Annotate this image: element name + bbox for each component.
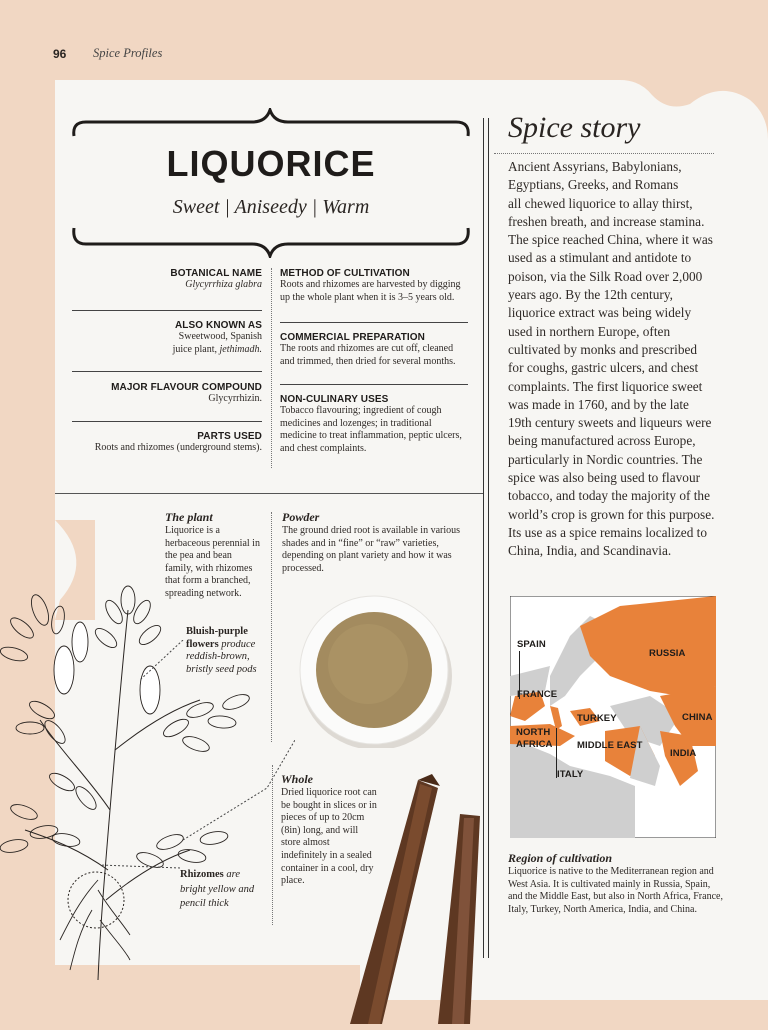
fact-value-parts: Roots and rhizomes (underground stems). — [94, 442, 262, 453]
fact-value-aka-2b: jethimadh. — [219, 343, 262, 355]
fact-label-nonculinary: NON-CULINARY USES — [280, 394, 389, 405]
fact-value-flavour: Glycyrrhizin. — [208, 393, 262, 404]
facts-left-4 — [72, 431, 262, 455]
region-description: Liquorice is native to the Mediterranean region and West Asia. It is cultivated mainly in Russia, Spain, and the Middle East, but also in North Africa, France, Italy, Turkey, North America, India, and China. — [508, 866, 723, 915]
spice-story-line: The spice reached China, where it was — [508, 232, 713, 248]
plant-heading: The plant — [165, 510, 213, 524]
fact-value-preparation: The roots and rhizomes are cut off, cleaned and trimmed, then dried for several months. — [280, 343, 456, 367]
spice-story-heading: Spice story — [508, 111, 641, 144]
callout-leaders — [95, 640, 295, 940]
spice-story-line: Ancient Assyrians, Babylonians, — [508, 159, 682, 174]
powder-bowl-photo — [296, 588, 456, 748]
fact-value-cultivation: Roots and rhizomes are harvested by digging up the whole plant when it is 3–5 years old. — [280, 279, 461, 303]
facts-left-3 — [72, 382, 262, 406]
spice-story-line: Egyptians, Greeks, and Romans — [508, 177, 679, 193]
map-label-spain: SPAIN — [517, 639, 546, 650]
section-title: Spice Profiles — [93, 46, 163, 60]
spice-story-line: used as a stimulant and antidote to — [508, 250, 692, 266]
spice-story-line: particularly in Nordic countries. The — [508, 451, 703, 467]
spice-story-line: poison, via the Silk Road over 2,000 — [508, 268, 703, 284]
spice-story-line: all chewed liquorice to allay thirst, — [508, 195, 693, 211]
fact-label-cultivation: METHOD OF CULTIVATION — [280, 268, 410, 279]
fact-label-botanical: BOTANICAL NAME — [170, 268, 262, 279]
map-labels — [510, 596, 716, 838]
spice-story-line: for coughs, gastric ulcers, and chest — [508, 360, 699, 376]
facts-right-3 — [280, 394, 468, 455]
fact-column-divider — [271, 268, 272, 468]
section-separator — [55, 493, 483, 494]
map-label-north-africa: NORTH AFRICA — [516, 727, 553, 750]
fact-label-parts: PARTS USED — [197, 431, 262, 442]
whole-description: Dried liquorice root can be bought in slices or in pieces of up to 20cm (8in) long, and will store almost indefinitely in a sealed container in a cool, dry place. — [281, 787, 377, 887]
whole-column-divider — [272, 765, 273, 925]
rhizomes-description: are bright yellow and pencil thick — [180, 869, 255, 909]
map-label-turkey: TURKEY — [577, 713, 617, 724]
rhizomes-label: Rhizomes — [180, 869, 224, 880]
facts-left — [72, 268, 262, 292]
spice-story-line: spice was also being used to flavour — [508, 470, 701, 486]
map-label-italy: ITALY — [557, 769, 584, 780]
powder-text — [282, 510, 462, 575]
map-label-russia: RUSSIA — [649, 648, 686, 659]
whole-heading: Whole — [281, 772, 314, 786]
page-title: LIQUORICE — [166, 143, 376, 184]
flavour-subtitle: Sweet | Aniseedy | Warm — [172, 196, 370, 218]
spice-story-line: China, India, and Scandinavia. — [508, 543, 672, 559]
region-heading: Region of cultivation — [508, 851, 613, 865]
spice-story-line: was made in 1760, and by the late — [508, 396, 689, 412]
spice-story-line: cultivated by monks and prescribed — [508, 341, 698, 357]
divider — [280, 384, 468, 385]
divider — [280, 322, 468, 323]
spice-story-line: liquorice extract was being widely — [508, 305, 692, 321]
powder-description: The ground dried root is available in various shades and in “fine” or “raw” varieties, depending on plant variety and how it was processed. — [282, 525, 461, 574]
map-label-france: FRANCE — [517, 689, 558, 700]
map-label-china: CHINA — [682, 712, 713, 723]
fact-value-aka-2a: juice plant, — [172, 343, 220, 355]
spice-story-line: world’s crop is grown for this purpose. — [508, 506, 715, 522]
spice-story-line: freshen breath, and increase stamina. — [508, 213, 705, 229]
flowers-label: Bluish-purple flowers — [186, 626, 248, 650]
plant-description: Liquorice is a herbaceous perennial in the pea and bean family, with rhizomes that form a branched, spreading network. — [165, 525, 260, 599]
region-caption — [508, 851, 724, 916]
spice-story-line: Its use as a spice remains localized to — [508, 524, 708, 540]
liquorice-root-sticks-photo — [320, 770, 520, 1030]
spice-story-line: being manufactured across Europe, — [508, 433, 696, 449]
facts-right-1 — [280, 268, 468, 304]
fact-label-flavour: MAJOR FLAVOUR COMPOUND — [111, 382, 262, 393]
spice-story-line: 19th century sweets and liqueurs were — [508, 415, 712, 431]
spice-story-line: complaints. The first liquorice sweet — [508, 378, 703, 394]
fact-value-botanical: Glycyrrhiza glabra — [185, 279, 262, 290]
fact-label-preparation: COMMERCIAL PREPARATION — [280, 332, 425, 343]
map-label-india: INDIA — [670, 748, 697, 759]
spice-story-text — [508, 158, 728, 561]
spice-story-line: years ago. By the 12th century, — [508, 287, 673, 303]
spice-story-line: tobacco, and today the majority of the — [508, 488, 710, 504]
divider — [72, 421, 262, 422]
map-label-middle-east: MIDDLE EAST — [577, 740, 643, 751]
fact-value-aka-1: Sweetwood, Spanish — [178, 331, 262, 342]
facts-right-2 — [280, 332, 468, 368]
spice-story-line: used in northern Europe, often — [508, 323, 671, 339]
divider — [72, 371, 262, 372]
facts-left-2 — [72, 320, 262, 356]
flowers-description: produce reddish-brown, bristly seed pods — [186, 638, 257, 675]
powder-heading: Powder — [282, 510, 320, 524]
fact-value-nonculinary: Tobacco flavouring; ingredient of cough medicines and lozenges; in traditional medicine to treat inflammation, peptic ulcers, and chest complaints. — [280, 405, 462, 454]
spice-story-rule — [494, 153, 714, 154]
fact-label-aka: ALSO KNOWN AS — [174, 320, 262, 331]
divider — [72, 310, 262, 311]
page-number: 96 — [53, 47, 67, 61]
